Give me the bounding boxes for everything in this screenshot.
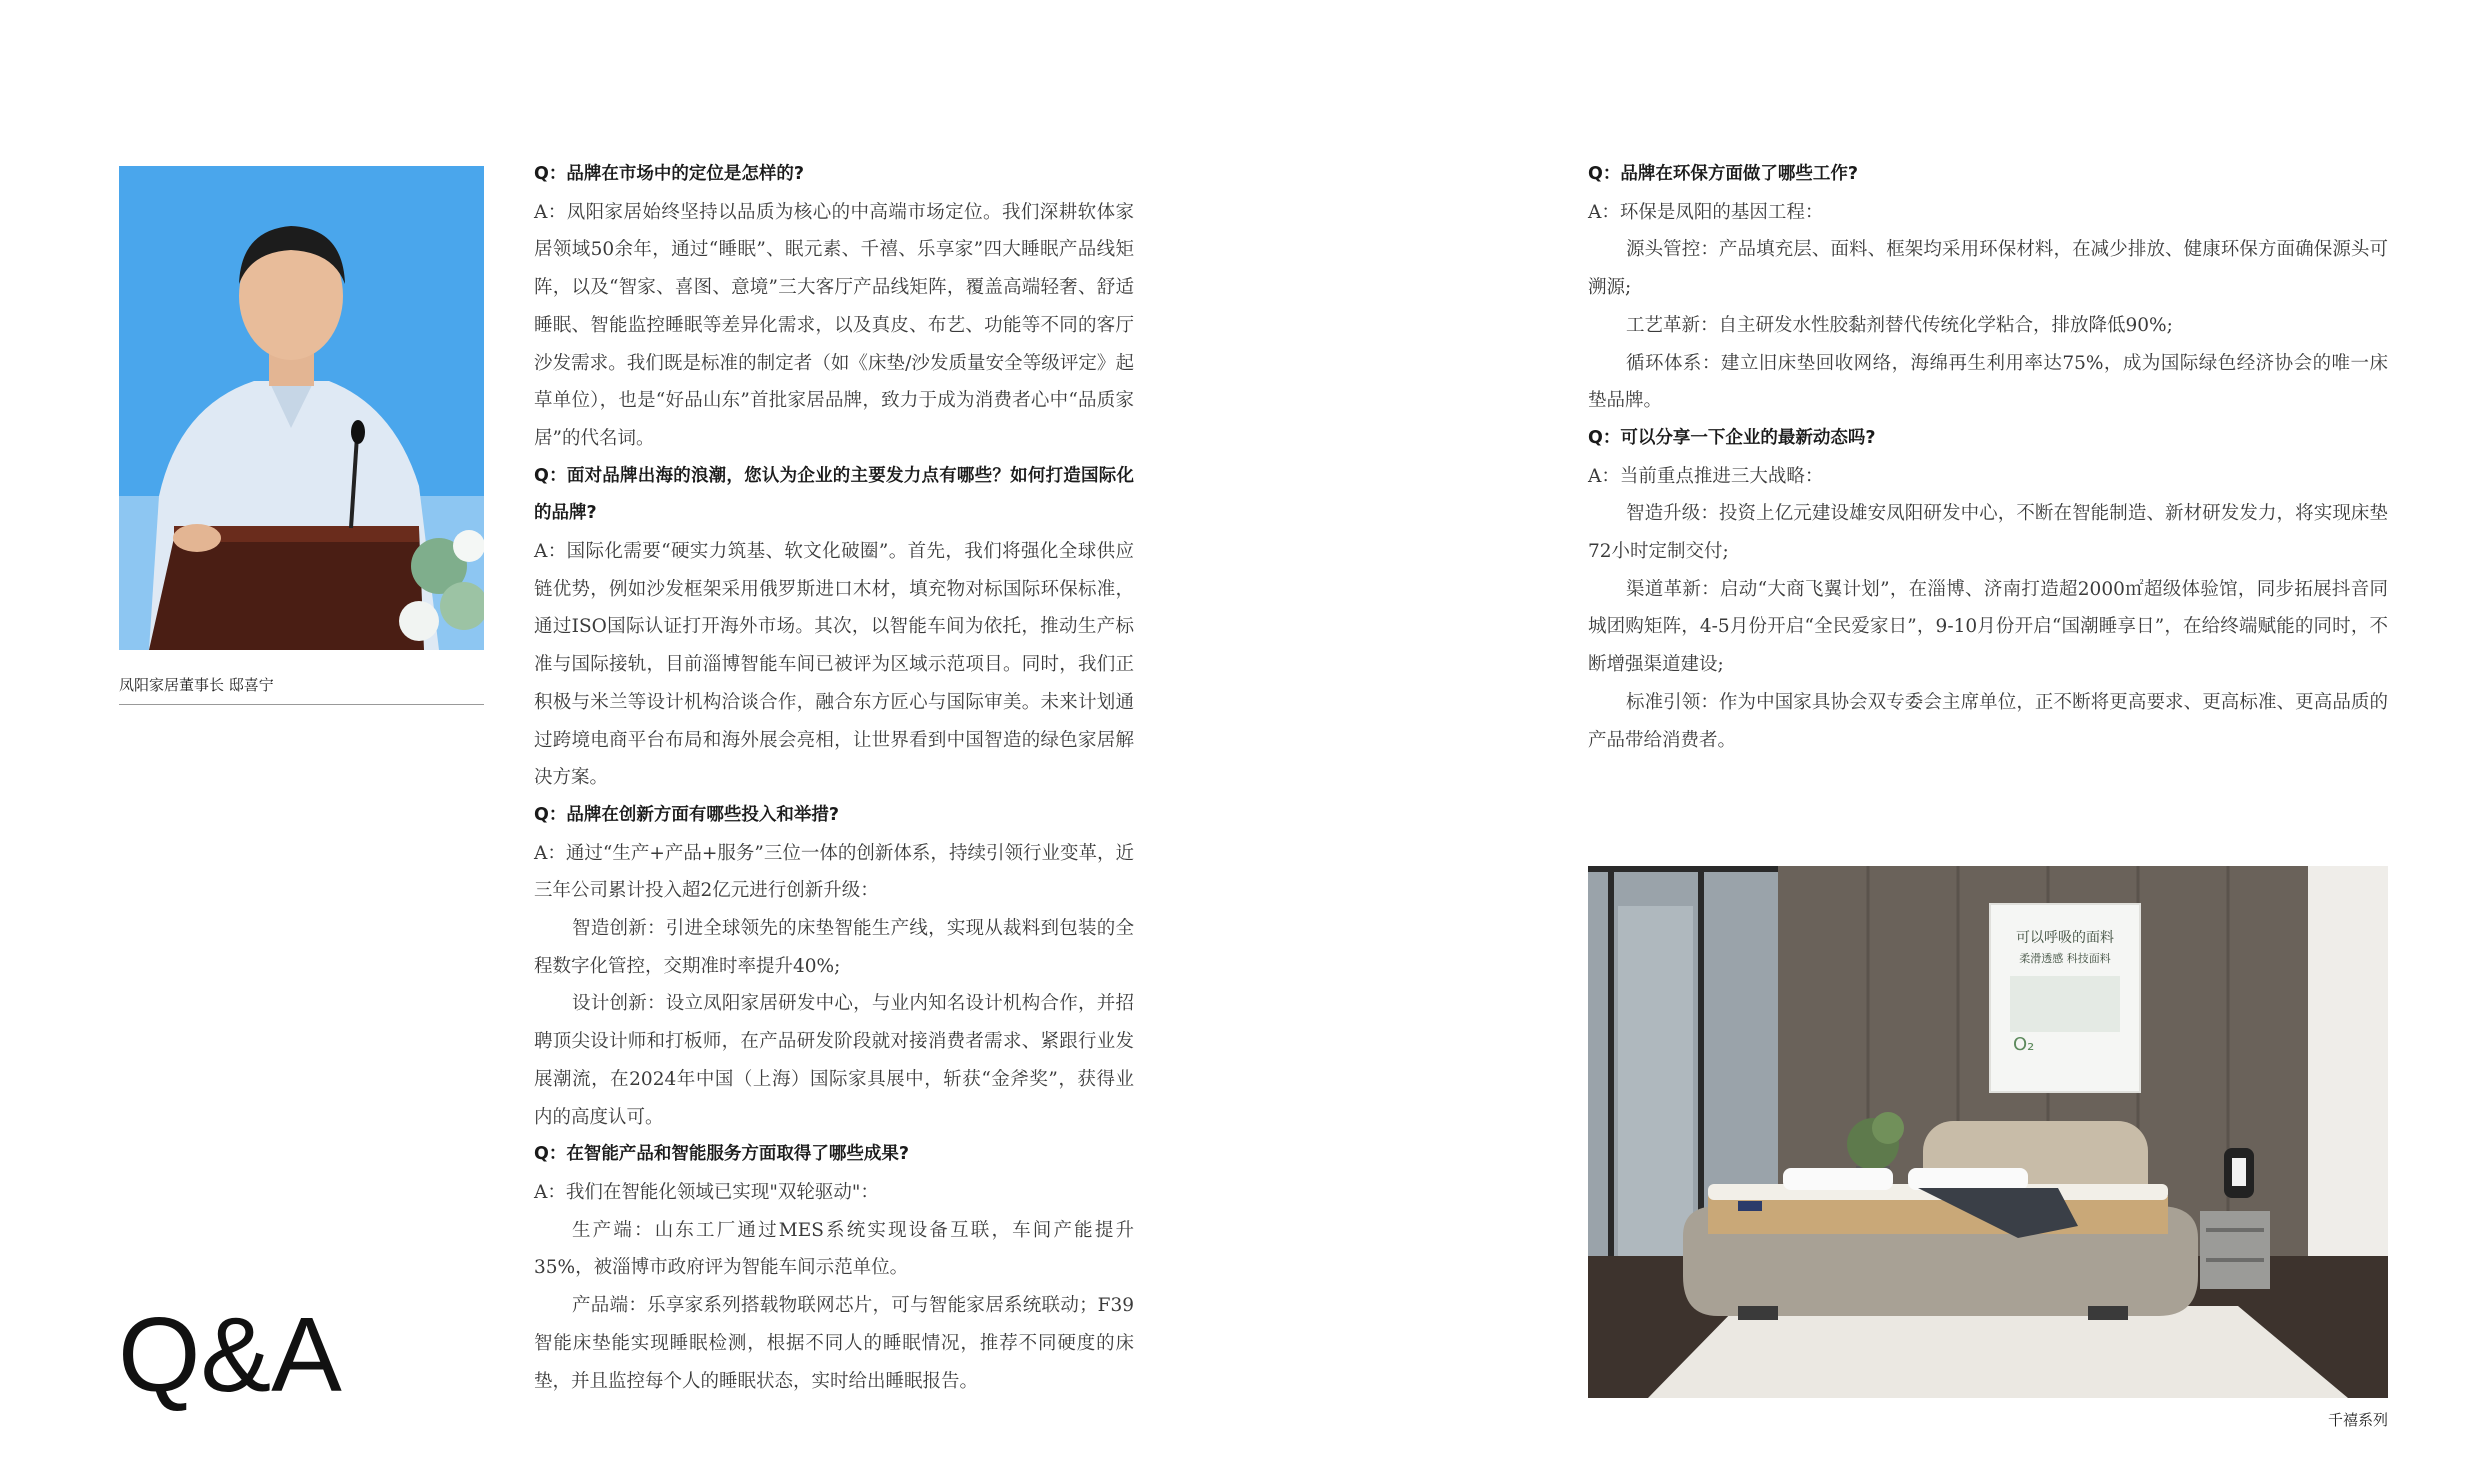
bedroom-product-photo bbox=[1588, 866, 2388, 1398]
answer-point: 源头管控：产品填充层、面料、框架均采用环保材料，在减少排放、健康环保方面确保源头可溯源; bbox=[1588, 239, 2388, 299]
qa-column-left bbox=[534, 156, 1134, 1400]
question: Q：面对品牌出海的浪潮，您认为企业的主要发力点有哪些？如何打造国际化的品牌? bbox=[534, 465, 1134, 524]
poster-headline: 可以呼吸的面料 bbox=[2016, 930, 2114, 946]
answer-point: 智造升级：投资上亿元建设雄安凤阳研发中心，不断在智能制造、新材研发发力，将实现床垫72小时定制交付; bbox=[1588, 503, 2388, 563]
question: Q：可以分享一下企业的最新动态吗? bbox=[1588, 427, 1876, 448]
answer-point: 设计创新：设立凤阳家居研发中心，与业内知名设计机构合作，并招聘顶尖设计师和打板师，在产品研发阶段就对接消费者需求、紧跟行业发展潮流，在2024年中国（上海）国际家具展中，斩获“金斧奖”，获得业内的高度认可。 bbox=[534, 993, 1134, 1128]
question: Q：在智能产品和智能服务方面取得了哪些成果? bbox=[534, 1144, 910, 1165]
answer-point: 工艺革新：自主研发水性胶黏剂替代传统化学粘合，排放降低90%; bbox=[1626, 314, 2173, 336]
answer-point: 渠道革新：启动“大商飞翼计划”，在淄博、济南打造超2000㎡超级体验馆，同步拓展抖音同城团购矩阵，4-5月份开启“全民爱家日”，9-10月份开启“国潮睡享日”，在给终端赋能的同时，不断增强渠道建设; bbox=[1588, 578, 2388, 676]
question: Q：品牌在市场中的定位是怎样的? bbox=[534, 164, 805, 184]
qa-column-right bbox=[1588, 156, 2388, 759]
poster-o2-mark: O₂ bbox=[2013, 1034, 2035, 1055]
answer: A：国际化需要“硬实力筑基、软文化破圈”。首先，我们将强化全球供应链优势，例如沙发框架采用俄罗斯进口木材，填充物对标国际环保标准，通过ISO国际认证打开海外市场。其次，以智能车间为依托，推动生产标准与国际接轨，目前淄博智能车间已被评为区域示范项目。同时，我们正积极与米兰等设计机构洽谈合作，融合东方匠心与国际审美。未来计划通过跨境电商平台布局和海外展会亮相，让世界看到中国智造的绿色家居解决方案。 bbox=[534, 541, 1134, 789]
answer: A：环保是凤阳的基因工程： bbox=[1588, 201, 1824, 223]
answer-point: 生产端：山东工厂通过MES系统实现设备互联，车间产能提升35%，被淄博市政府评为智能车间示范单位。 bbox=[534, 1219, 1134, 1279]
question: Q：品牌在创新方面有哪些投入和举措? bbox=[534, 804, 840, 825]
answer-point: 循环体系：建立旧床垫回收网络，海绵再生利用率达75%，成为国际绿色经济协会的唯一床垫品牌。 bbox=[1588, 352, 2388, 412]
portrait-illustration bbox=[119, 166, 484, 650]
poster-subline: 柔滑透感 科技面料 bbox=[2019, 952, 2111, 965]
qa-title: Q&A bbox=[118, 1296, 342, 1414]
question: Q：品牌在环保方面做了哪些工作? bbox=[1588, 164, 1859, 184]
answer: A：凤阳家居始终坚持以品质为核心的中高端市场定位。我们深耕软体家居领域50余年，通过“睡眠”、眠元素、千禧、乐享家”四大睡眠产品线矩阵，以及“智家、喜图、意境”三大客厅产品线矩阵，覆盖高端轻奢、舒适睡眠、智能监控睡眠等差异化需求，以及真皮、布艺、功能等不同的客厅沙发需求。我们既是标准的制定者（如《床垫/沙发质量安全等级评定》起草单位），也是“好品山东”首批家居品牌，致力于成为消费者心中“品质家居”的代名词。 bbox=[534, 201, 1134, 449]
chairman-portrait-photo bbox=[119, 166, 484, 650]
bedroom-caption: 千禧系列 bbox=[2327, 1411, 2388, 1429]
portrait-caption: 凤阳家居董事长 邸喜宁 bbox=[119, 674, 484, 705]
answer-point: 智造创新：引进全球领先的床垫智能生产线，实现从裁料到包装的全程数字化管控，交期准时率提升40%; bbox=[534, 918, 1134, 977]
answer-point: 产品端：乐享家系列搭载物联网芯片，可与智能家居系统联动；F39智能床垫能实现睡眠检测，根据不同人的睡眠情况，推荐不同硬度的床垫，并且监控每个人的睡眠状态，实时给出睡眠报告。 bbox=[534, 1295, 1134, 1392]
bedroom-illustration bbox=[1588, 866, 2388, 1398]
answer-point: 标准引领：作为中国家具协会双专委会主席单位，正不断将更高要求、更高标准、更高品质的产品带给消费者。 bbox=[1588, 691, 2388, 751]
answer: A：通过“生产+产品+服务”三位一体的创新体系，持续引领行业变革，近三年公司累计投入超2亿元进行创新升级： bbox=[534, 842, 1134, 902]
answer: A：当前重点推进三大战略： bbox=[1588, 465, 1824, 487]
answer: A：我们在智能化领域已实现"双轮驱动"： bbox=[534, 1181, 879, 1203]
